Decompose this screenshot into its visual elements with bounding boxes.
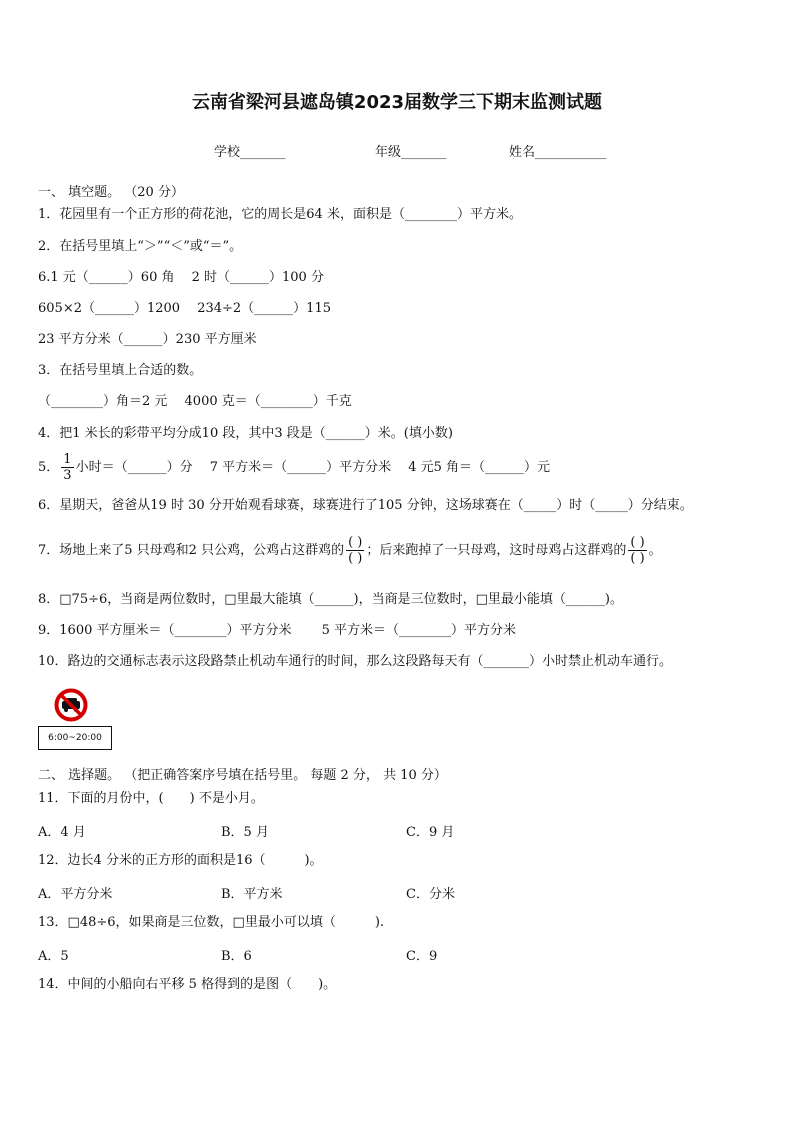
- fraction-blank-denominator: ( ): [630, 551, 645, 566]
- option-b: B．6: [221, 949, 252, 964]
- option-c: C．分米: [406, 887, 455, 902]
- question-5-text: 小时＝（______）分 7 平方米＝（______）平方分米 4 元5 角＝（______）元: [75, 460, 551, 475]
- fraction-blank-numerator: ( ): [348, 535, 363, 550]
- option-c: C．9: [406, 949, 438, 964]
- question-10: 10．路边的交通标志表示这段路禁止机动车通行的时间，那么这段路每天有（_______）小时禁止机动车通行。: [38, 654, 673, 669]
- option-a: A．5: [38, 949, 69, 964]
- question-7: [38, 535, 662, 566]
- option-a: A．4 月: [38, 825, 86, 840]
- question-7-part-c: 。: [648, 543, 662, 558]
- option-a: A．平方分米: [38, 887, 113, 902]
- fraction-denominator: 3: [63, 468, 72, 483]
- question-11: 11．下面的月份中，( ) 不是小月。: [38, 791, 264, 806]
- question-5-number: 5．: [38, 460, 60, 475]
- fraction-blank-2: [628, 535, 646, 566]
- no-motor-vehicle-icon: [54, 688, 88, 722]
- fraction-one-third: [61, 452, 73, 483]
- question-2a: 6.1 元（______）60 角 2 时（______）100 分: [38, 270, 324, 285]
- fraction-blank-denominator: ( ): [348, 551, 363, 566]
- question-5: [38, 452, 550, 483]
- question-9: 9．1600 平方厘米＝（________）平方分米 5 平方米＝（________）平方分米: [38, 623, 517, 638]
- name-field: 姓名___________: [509, 145, 607, 160]
- option-b: B．平方米: [221, 887, 283, 902]
- question-3: 3．在括号里填上合适的数。: [38, 363, 203, 378]
- traffic-sign: [38, 686, 112, 752]
- question-2b: 605×2（______）1200 234÷2（______）115: [38, 301, 331, 316]
- question-3a: （________）角＝2 元 4000 克＝（________）千克: [38, 394, 352, 409]
- question-4: 4．把1 米长的彩带平均分成10 段，其中3 段是（______）米。(填小数): [38, 426, 453, 441]
- grade-field: 年级_______: [375, 145, 447, 160]
- fraction-blank-1: [346, 535, 364, 566]
- question-7-part-a: 7．场地上来了5 只母鸡和2 只公鸡，公鸡占这群鸡的: [38, 543, 345, 558]
- school-field: 学校_______: [214, 145, 286, 160]
- section-2-heading: 二、 选择题。 （把正确答案序号填在括号里。 每题 2 分， 共 10 分）: [38, 768, 447, 783]
- option-c: C．9 月: [406, 825, 455, 840]
- question-14: 14．中间的小船向右平移 5 格得到的是图（ )。: [38, 977, 337, 992]
- question-1: 1．花园里有一个正方形的荷花池，它的周长是64 米，面积是（________）平方米。: [38, 207, 522, 222]
- section-1-heading: 一、 填空题。 （20 分）: [38, 185, 184, 200]
- question-13: 13．□48÷6，如果商是三位数，□里最小可以填（ ).: [38, 915, 385, 930]
- question-2c: 23 平方分米（______）230 平方厘米: [38, 332, 257, 347]
- question-2: 2．在括号里填上“＞”“＜”或“＝”。: [38, 239, 243, 254]
- page-title: 云南省梁河县遮岛镇2023届数学三下期末监测试题: [191, 92, 603, 113]
- question-8: 8．□75÷6，当商是两位数时，□里最大能填（______)，当商是三位数时，□里最小能填（______)。: [38, 592, 623, 607]
- option-b: B．5 月: [221, 825, 269, 840]
- fraction-numerator: 1: [63, 452, 72, 467]
- question-12: 12．边长4 分米的正方形的面积是16（ )。: [38, 853, 323, 868]
- sign-time-label: 6:00~20:00: [38, 726, 112, 750]
- fraction-blank-numerator: ( ): [630, 535, 645, 550]
- question-6: 6．星期天，爸爸从19 时 30 分开始观看球赛，球赛进行了105 分钟，这场球赛在（_____）时（_____）分结束。: [38, 498, 693, 513]
- question-7-part-b: ；后来跑掉了一只母鸡，这时母鸡占这群鸡的: [366, 543, 627, 558]
